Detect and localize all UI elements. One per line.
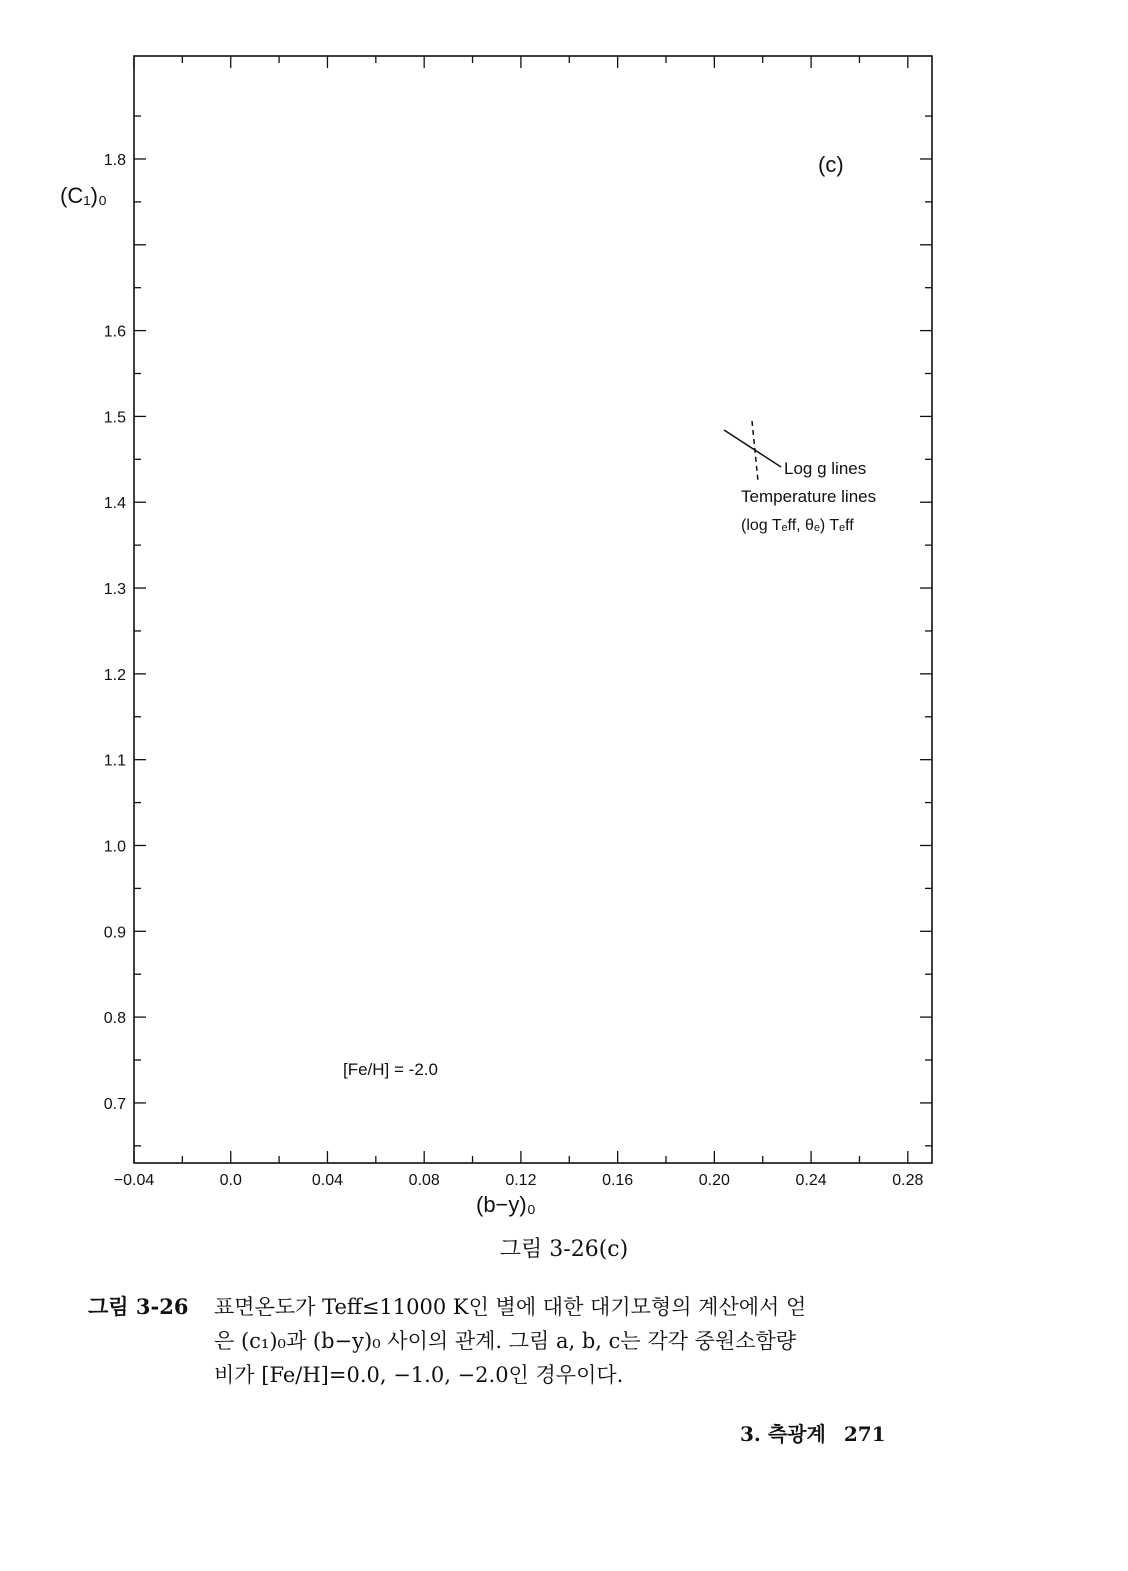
y-tick-label: 1.2: [103, 666, 126, 684]
y-tick-label: 0.9: [103, 924, 126, 942]
y-tick-label: 0.8: [103, 1010, 126, 1028]
section-title: 3. 측광계: [740, 1422, 826, 1446]
caption-label: 그림 3-26: [88, 1294, 189, 1319]
x-tick-label: 0.12: [505, 1172, 537, 1189]
caption-line: 비가 [Fe/H]=0.0, −1.0, −2.0인 경우이다.: [214, 1363, 624, 1387]
plot-frame: [134, 56, 932, 1163]
page-number: 271: [843, 1422, 886, 1446]
metallicity-label: [Fe/H] = -2.0: [343, 1060, 438, 1079]
figure-caption: [88, 1290, 918, 1392]
panel-label: (c): [818, 152, 844, 177]
legend-temperature-detail: (log Tₑff, θₑ) Tₑff: [741, 517, 854, 534]
y-tick-label: 1.1: [103, 752, 126, 770]
y-tick-label: 1.8: [103, 151, 126, 169]
y-tick-label: 1.6: [103, 323, 126, 341]
page-footer: [740, 1418, 886, 1447]
x-tick-label: 0.28: [892, 1172, 924, 1189]
x-tick-label: 0.24: [795, 1172, 827, 1189]
x-tick-label: 0.0: [219, 1172, 242, 1189]
y-tick-label: 1.4: [103, 495, 126, 513]
x-tick-label: 0.20: [698, 1172, 730, 1189]
caption-body: [214, 1290, 918, 1392]
x-tick-label: 0.08: [408, 1172, 440, 1189]
x-tick-label: 0.16: [602, 1172, 634, 1189]
legend-temperature-label: Temperature lines: [741, 487, 877, 506]
y-tick-label: 1.0: [103, 838, 126, 856]
figure-title: 그림 3-26(c): [499, 1237, 629, 1262]
legend-log-g-line-sample: [724, 430, 781, 467]
x-tick-label: 0.04: [311, 1172, 344, 1189]
plot-area: [134, 56, 932, 1163]
x-axis-label: (b−y)₀: [476, 1192, 536, 1217]
y-tick-label: 1.5: [103, 409, 126, 427]
caption-line: 은 (c₁)₀과 (b−y)₀ 사이의 관계. 그림 a, b, c는 각각 중원소함량: [214, 1329, 797, 1353]
legend: [724, 421, 876, 534]
legend-log-g-label: Log g lines: [784, 459, 867, 478]
y-tick-label: 1.3: [103, 581, 126, 599]
y-axis-label: (C₁)₀: [60, 183, 108, 208]
axis-ticks: [104, 56, 932, 1189]
x-tick-label: −0.04: [113, 1172, 155, 1189]
y-tick-label: 0.7: [103, 1095, 126, 1113]
caption-line: 표면온도가 Teff≤11000 K인 별에 대한 대기모형의 계산에서 얻: [214, 1295, 807, 1319]
